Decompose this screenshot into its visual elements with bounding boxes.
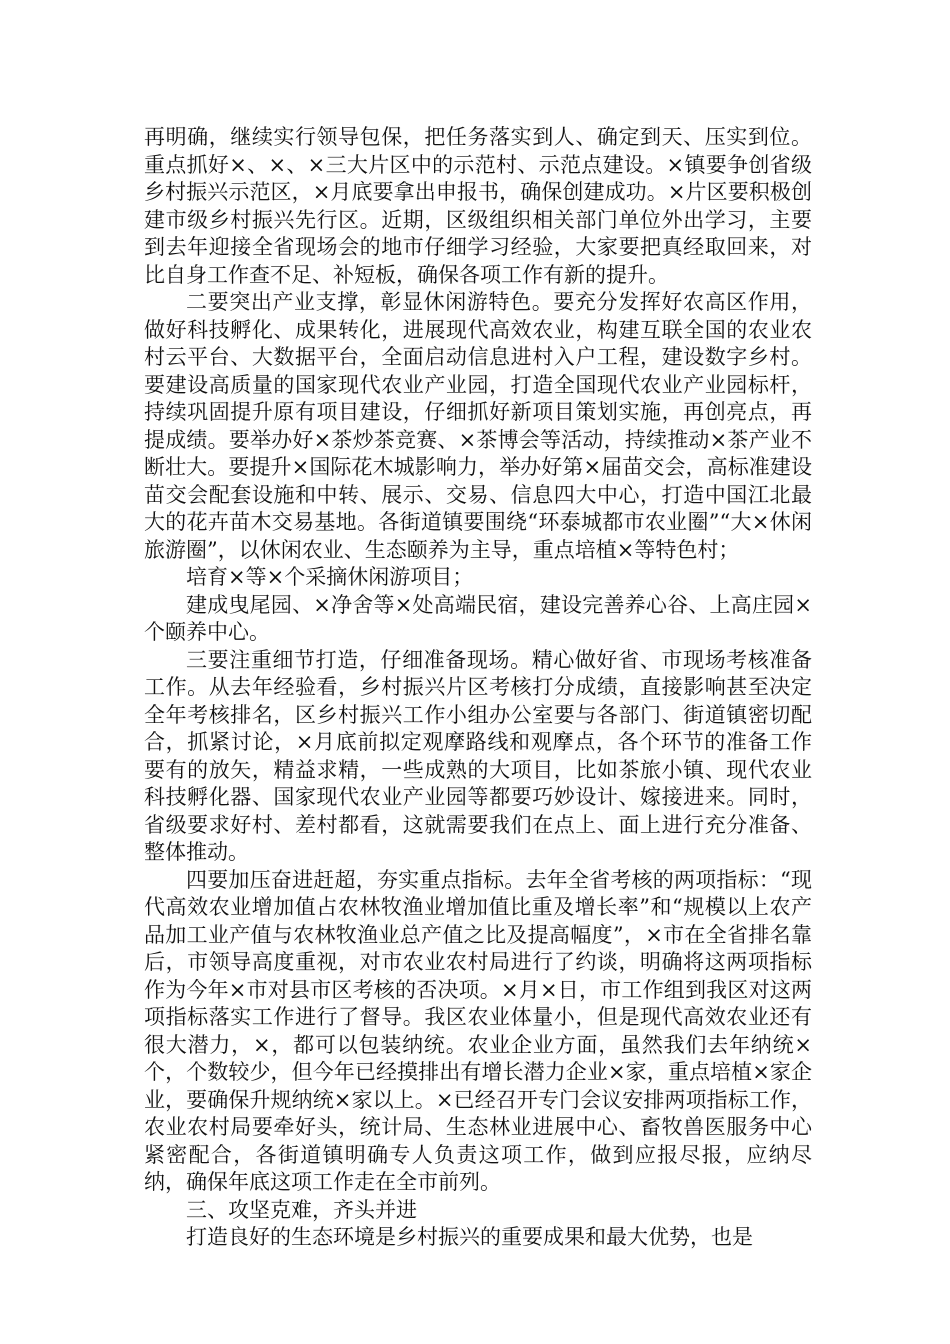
paragraph-picking-projects: 培育×等×个采摘休闲游项目； (186, 565, 474, 589)
paragraph-continuation: 再明确，继续实行领导包保，把任务落实到人、确定到天、压实到位。重点抓好×、×、×三大片区中的示范村、示范点建设。×镇要争创省级乡村振兴示范区，×月底要拿出申报书，确保创建成功。×片区要积极创建市级乡村振兴先行区。近期，区级组织相关部门单位外出学习，主要到去年迎接全省现场会的地市仔细学习经验，大家要把真经取回来，对比自身工作查不足、补短板，确保各项工作有新的提升。 (144, 125, 812, 287)
paragraph-key-indicators: 四要加压奋进赶超，夯实重点指标。去年全省考核的两项指标：“现代高效农业增加值占农林牧渔业增加值比重及增长率”和“规模以上农产品加工业产值与农林牧渔业总产值之比及提高幅度”，×市在全省排名靠后，市领导高度重视，对市农业农村局进行了约谈，明确将这两项指标作为今年×市对县市区考核的否决项。×月×日，市工作组到我区对这两项指标落实工作进行了督导。我区农业体量小，但是现代高效农业还有很大潜力，×，都可以包装纳统。农业企业方面，虽然我们去年纳统×个，个数较少，但今年已经摸排出有增长潜力企业×家，重点培植×家企业，要确保升规纳统×家以上。×已经召开专门会议安排两项指标工作，农业农村局要牵好头，统计局、生态林业进展中心、畜牧兽医服务中心紧密配合，各街道镇明确专人负责这项工作，做到应报尽报，应纳尽纳，确保年底这项工作走在全市前列。 (144, 867, 812, 1194)
paragraph-homestays: 建成曳尾园、×净舍等×处高端民宿，建设完善养心谷、上高庄园×个颐养中心。 (144, 592, 812, 644)
paragraph-industry-support: 二要突出产业支撑，彰显休闲游特色。要充分发挥好农高区作用，做好科技孵化、成果转化，进展现代高效农业，构建互联全国的农业农村云平台、大数据平台，全面启动信息进村入户工程，建设数字乡村。要建设高质量的国家现代农业产业园，打造全国现代农业产业园标杆，持续巩固提升原有项目建设，仔细抓好新项目策划实施，再创亮点，再提成绩。要举办好×茶炒茶竞赛、×茶博会等活动，持续推动×茶产业不断壮大。要提升×国际花木城影响力，举办好第×届苗交会，高标准建设苗交会配套设施和中转、展示、交易、信息四大中心，打造中国江北最大的花卉苗木交易基地。各街道镇要围绕“环泰城都市农业圈”“大×休闲旅游圈”，以休闲农业、生态颐养为主导，重点培植×等特色村； (144, 290, 812, 562)
document-body (144, 124, 812, 1252)
section-heading-3: 三、攻坚克难，齐头并进 (186, 1197, 417, 1222)
paragraph-site-preparation: 三要注重细节打造，仔细准备现场。精心做好省、市现场考核准备工作。从去年经验看，乡村振兴片区考核打分成绩，直接影响甚至决定全年考核排名，区乡村振兴工作小组办公室要与各部门、街道镇密切配合，抓紧讨论，×月底前拟定观摩路线和观摩点，各个环节的准备工作要有的放矢，精益求精，一些成熟的大项目，比如茶旅小镇、现代农业科技孵化器、国家现代农业产业园等都要巧妙设计、嫁接进来。同时，省级要求好村、差村都看，这就需要我们在点上、面上进行充分准备、整体推动。 (144, 647, 812, 864)
paragraph-ecology: 打造良好的生态环境是乡村振兴的重要成果和最大优势，也是 (186, 1225, 753, 1249)
